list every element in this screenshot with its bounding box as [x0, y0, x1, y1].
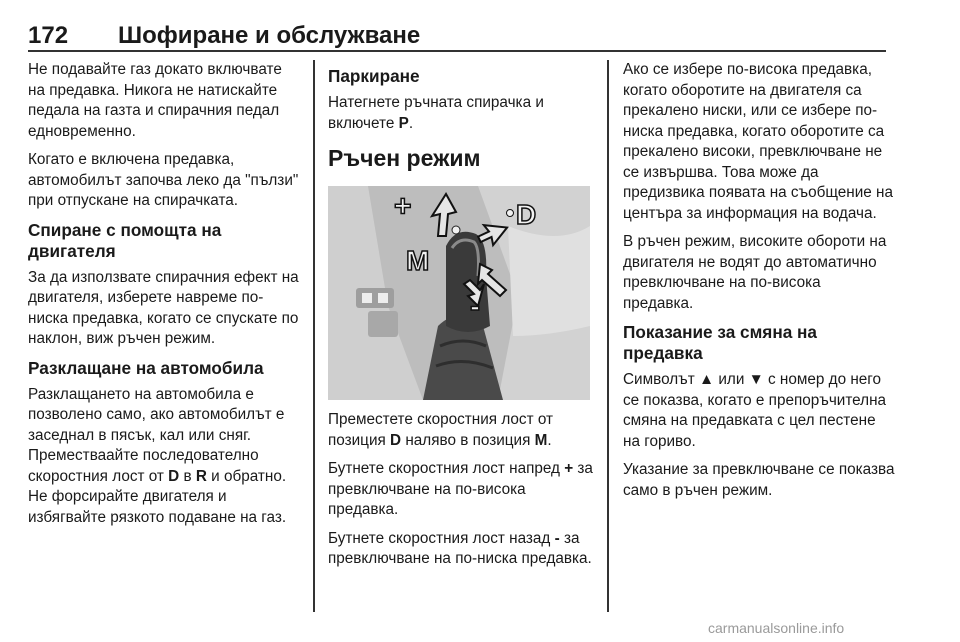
heading-parking: Паркиране	[328, 66, 420, 86]
label-d: D	[516, 199, 537, 230]
paragraph-upshift: Бутнете скоростния лост напред + за превключване на по-висока предавка.	[328, 460, 593, 518]
gear-lever-illustration	[328, 186, 590, 400]
chapter-title: Шофиране и обслужване	[118, 22, 421, 49]
gear-lever-figure	[328, 186, 590, 400]
heading-manual-mode: Ръчен режим	[328, 145, 481, 171]
page-header	[28, 18, 908, 52]
paragraph-engine-braking: За да използвате спирачния ефект на двигателя, изберете навреме по-ниска предавка, когато се спускате по наклон, виж ръчен режим.	[28, 268, 299, 347]
paragraph-downshift: Бутнете скоростния лост назад - за превключване на по-ниска предавка.	[328, 529, 592, 567]
paragraph-rocking-vehicle: Разклащането на автомобила е позволено само, ако автомобилът е заседнал в пясък, кал или сняг. Преместваайте последователно скоростния лост от D в R и обратно. Не форсирайте двигателя и избягвайте рязкото подаване на газ.	[28, 385, 287, 526]
label-minus: -	[470, 290, 480, 323]
column-2	[328, 60, 600, 578]
column-1	[28, 60, 300, 536]
column-divider-2	[607, 60, 609, 612]
label-m: M	[406, 245, 430, 276]
header-divider	[28, 50, 886, 52]
paragraph-move-to-m: Преместете скоростния лост от позиция D наляво в позиция M.	[328, 411, 554, 449]
paragraph-gas-warning: Не подавайте газ докато включвате на предавка. Никога не натискайте педала на газта и спирачния педал едновременно.	[28, 61, 282, 140]
label-plus: +	[394, 190, 412, 223]
paragraph-indication-manual-only: Указание за превключване се показва само в ръчен режим.	[623, 461, 895, 499]
watermark-text: carmanualsonline.info	[708, 620, 845, 636]
heading-rocking-vehicle: Разклащане на автомобила	[28, 357, 264, 378]
heading-engine-braking: Спиране с помощта на двигателя	[28, 219, 222, 261]
paragraph-shift-symbol: Символът ▲ или ▼ с номер до него се показва, когато е препоръчителна смяна на предавката с цел пестене на гориво.	[623, 371, 887, 450]
paragraph-manual-high-revs: В ръчен режим, високите обороти на двигателя не водят до автоматично превключване на по-висока предавка.	[623, 233, 887, 312]
heading-shift-indication: Показание за смяна на предавка	[623, 322, 817, 363]
column-divider-1	[313, 60, 315, 612]
paragraph-creep: Когато е включена предавка, автомобилът започва леко да "пълзи" при отпускане на спирачката.	[28, 151, 299, 209]
paragraph-shift-not-performed: Ако се избере по-висока предавка, когато оборотите на двигателя са прекалено ниски, или се избере по-ниска предавка, когато оборотите са прекалено високи, превключване не се извършва. Това може да предизвика появата на съобщение на центъра за информация на водача.	[623, 61, 894, 222]
page-number: 172	[28, 22, 69, 49]
column-3	[623, 60, 895, 509]
paragraph-parking: Натегнете ръчната спирачка и включете P.	[328, 94, 544, 132]
